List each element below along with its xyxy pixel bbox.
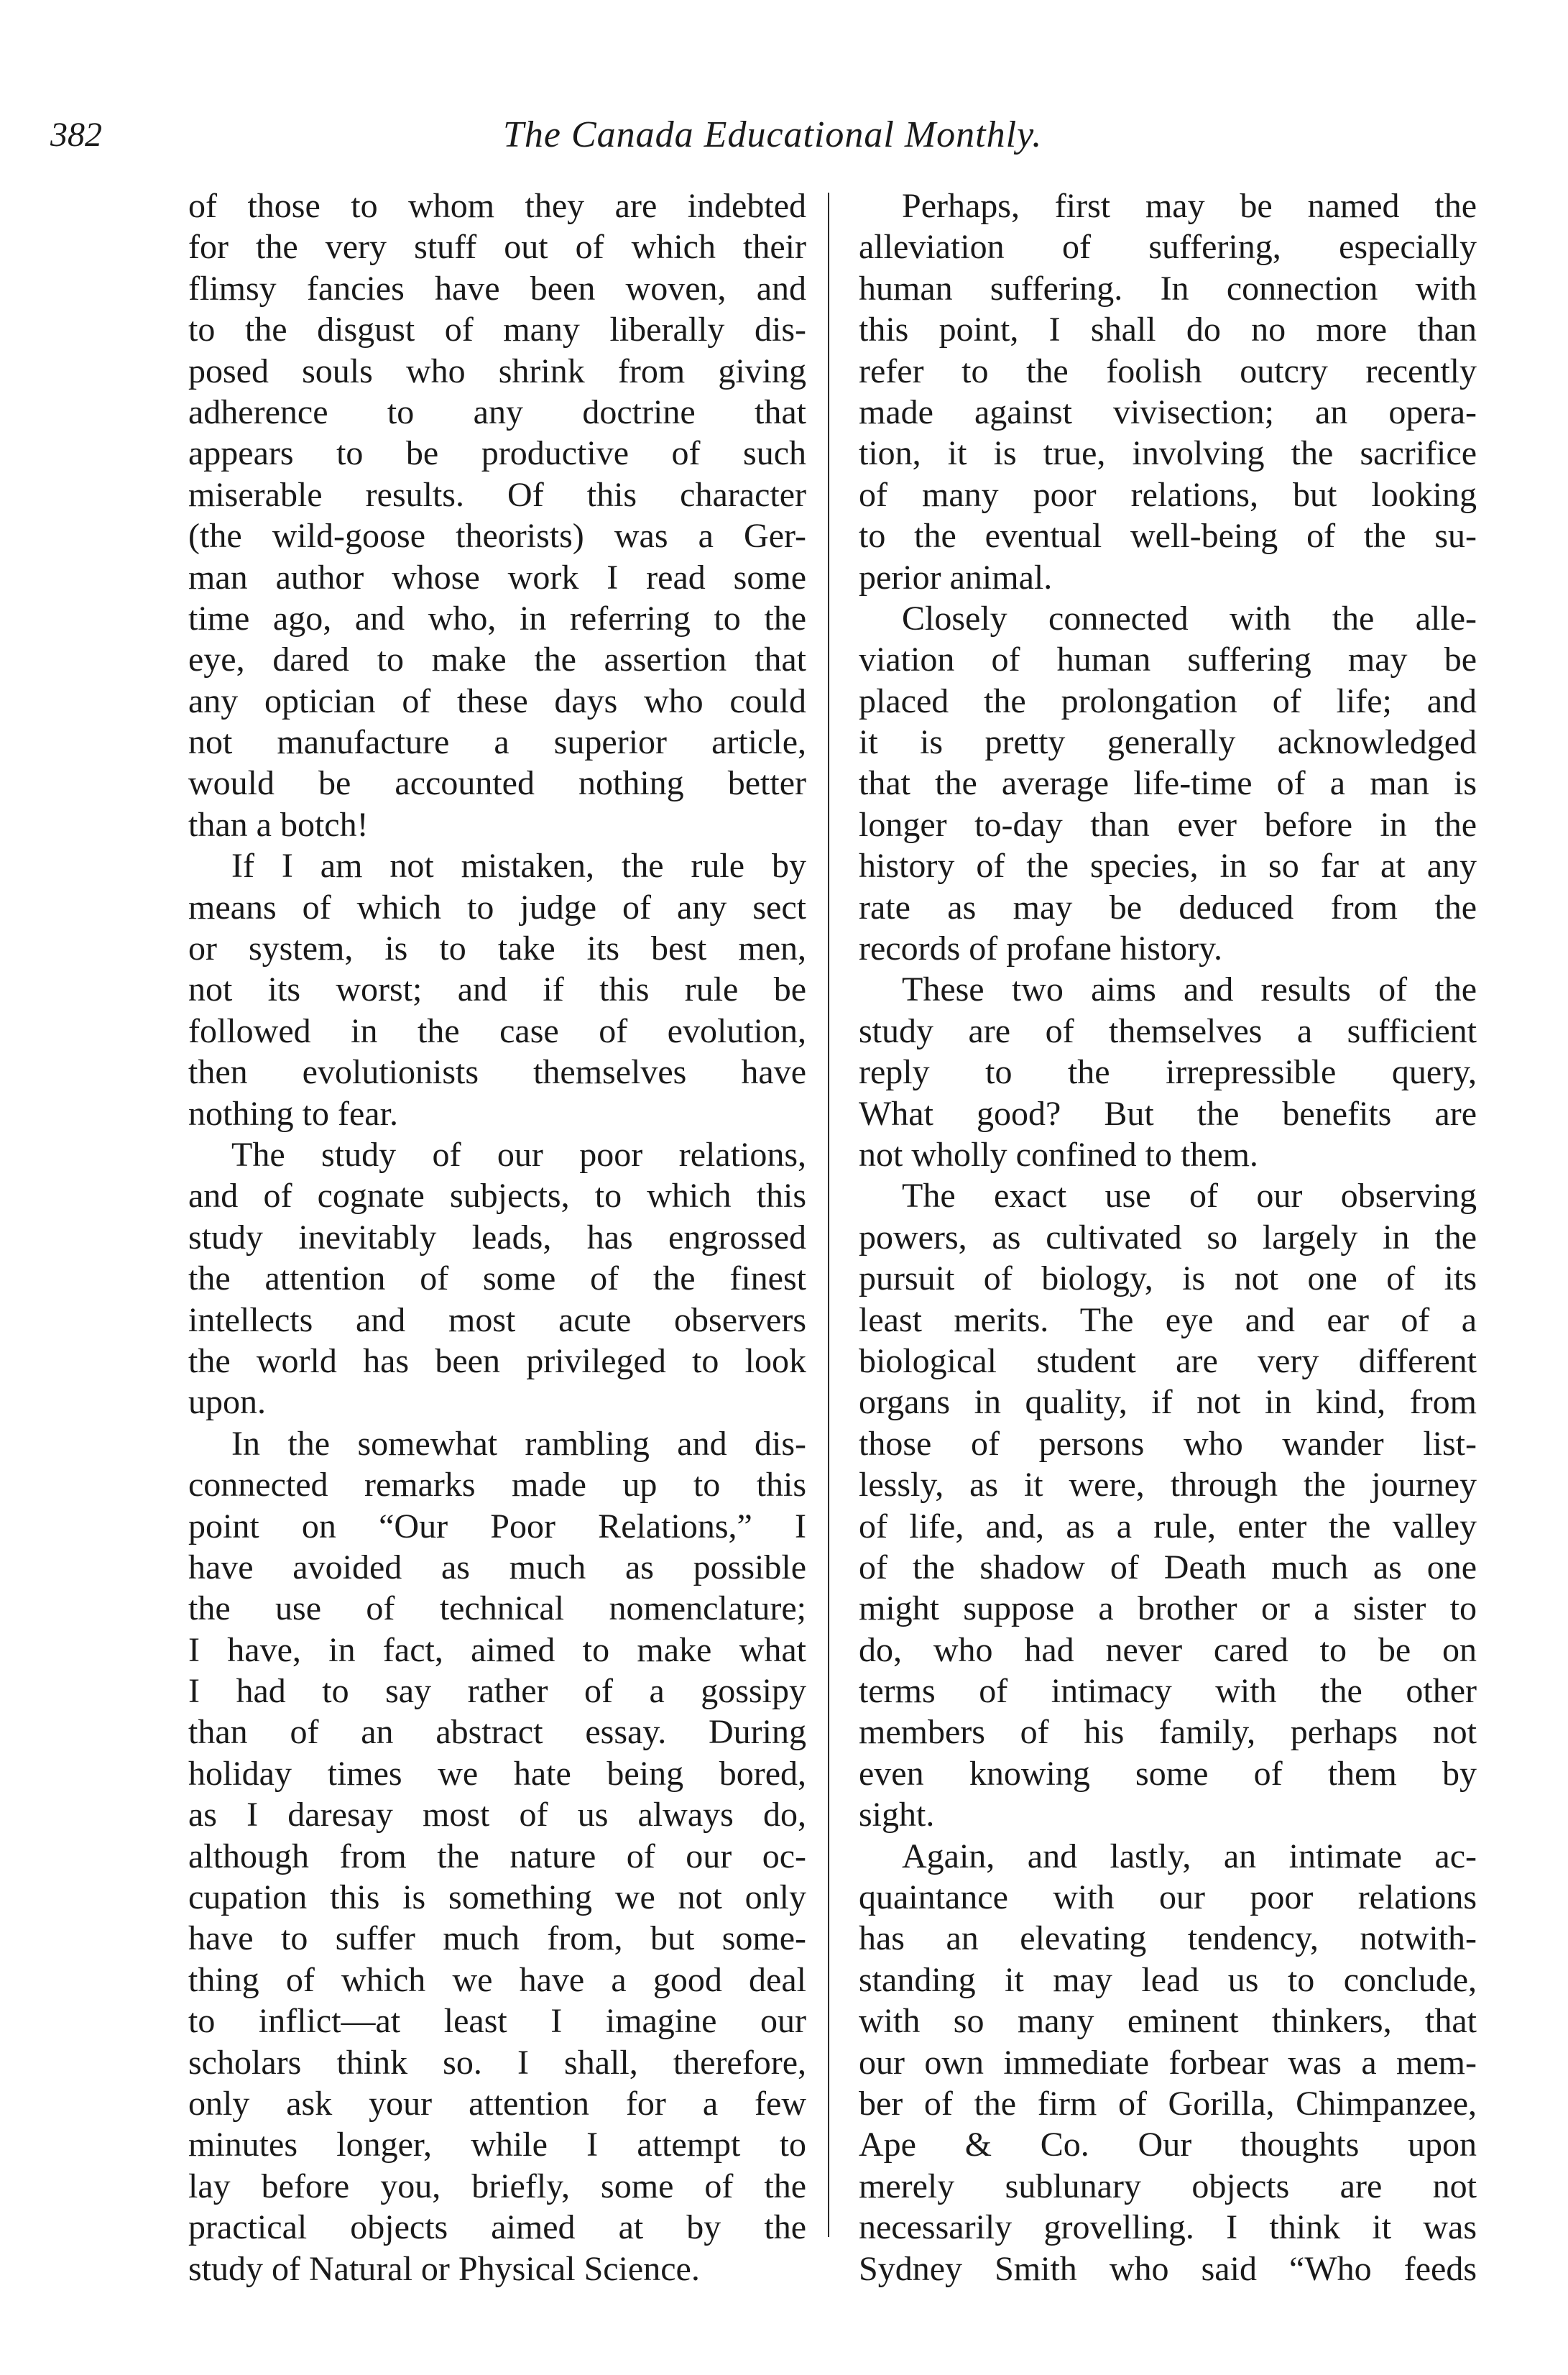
text-line: lay before you, briefly, some of the: [188, 2167, 806, 2205]
text-line: of the shadow of Death much as one: [859, 1548, 1477, 1586]
text-line: reply to the irrepressible query,: [859, 1053, 1477, 1092]
text-line: tion, it is true, involving the sacrifice: [859, 434, 1477, 473]
text-line: means of which to judge of any sect: [188, 888, 806, 927]
text-line: What good? But the benefits are: [859, 1094, 1477, 1133]
text-line: would be accounted nothing better: [188, 764, 806, 803]
text-line: biological student are very different: [859, 1341, 1477, 1380]
text-line: sight.: [859, 1796, 935, 1834]
text-line: rate as may be deduced from the: [859, 888, 1477, 927]
text-line: placed the prolongation of life; and: [859, 681, 1477, 720]
text-line: adherence to any doctrine that: [188, 392, 806, 431]
text-line: nothing to fear.: [188, 1094, 398, 1133]
text-line: eye, dared to make the assertion that: [188, 640, 806, 679]
text-line: upon.: [188, 1383, 266, 1422]
text-line: organs in quality, if not in kind, from: [859, 1383, 1477, 1422]
text-line: with so many eminent thinkers, that: [859, 2002, 1477, 2041]
text-line: made against vivisection; an opera-: [859, 392, 1477, 431]
text-line: history of the species, in so far at any: [859, 847, 1477, 886]
text-line: to the eventual well-being of the su-: [859, 517, 1477, 556]
text-line: the world has been privileged to look: [188, 1341, 806, 1380]
text-line: appears to be productive of such: [188, 434, 806, 473]
text-line: time ago, and who, in referring to the: [188, 599, 806, 638]
text-line: the use of technical nomenclature;: [188, 1589, 806, 1628]
running-title: The Canada Educational Monthly.: [503, 114, 1043, 155]
text-line: of those to whom they are indebted: [188, 187, 806, 225]
text-line: those of persons who wander list-: [859, 1424, 1477, 1463]
text-line: least merits. The eye and ear of a: [859, 1300, 1477, 1339]
text-line: study inevitably leads, has engrossed: [188, 1218, 806, 1257]
text-line: records of profane history.: [859, 929, 1223, 968]
text-line: Closely connected with the alle-: [902, 599, 1477, 638]
text-line: lessly, as it were, through the journey: [859, 1466, 1477, 1505]
text-line: not manufacture a superior article,: [188, 723, 806, 762]
text-line: longer to-day than ever before in the: [859, 805, 1477, 844]
text-line: then evolutionists themselves have: [188, 1053, 806, 1092]
text-line: or system, is to take its best men,: [188, 929, 806, 968]
text-line: terms of intimacy with the other: [859, 1672, 1477, 1711]
column-divider: [828, 193, 829, 2237]
text-line: refer to the foolish outcry recently: [859, 352, 1477, 390]
text-line: have to suffer much from, but some-: [188, 1919, 806, 1958]
text-line: followed in the case of evolution,: [188, 1011, 806, 1050]
text-line: than a botch!: [188, 805, 369, 844]
text-line: to inflict—at least I imagine our: [188, 2002, 806, 2041]
text-line: necessarily grovelling. I think it was: [859, 2208, 1477, 2247]
text-line: thing of which we have a good deal: [188, 1960, 806, 1999]
text-line: quaintance with our poor relations: [859, 1878, 1477, 1917]
text-line: although from the nature of our oc-: [188, 1837, 806, 1875]
text-line: study are of themselves a sufficient: [859, 1011, 1477, 1050]
text-line: any optician of these days who could: [188, 681, 806, 720]
text-line: viation of human suffering may be: [859, 640, 1477, 679]
text-line: Again, and lastly, an intimate ac-: [902, 1837, 1477, 1875]
text-line: cupation this is something we not only: [188, 1878, 806, 1917]
text-line: Sydney Smith who said “Who feeds: [859, 2249, 1477, 2288]
text-line: not wholly confined to them.: [859, 1135, 1258, 1174]
text-line: If I am not mistaken, the rule by: [231, 847, 806, 886]
text-line: for the very stuff out of which their: [188, 228, 806, 267]
text-line: The exact use of our observing: [902, 1177, 1477, 1216]
text-line: holiday times we hate being bored,: [188, 1754, 806, 1793]
text-line: connected remarks made up to this: [188, 1466, 806, 1505]
page-number: 382: [50, 116, 102, 154]
text-line: (the wild-goose theorists) was a Ger-: [188, 517, 806, 556]
text-line: even knowing some of them by: [859, 1754, 1477, 1793]
text-line: perior animal.: [859, 558, 1053, 597]
right-column: [859, 185, 1477, 2289]
text-line: scholars think so. I shall, therefore,: [188, 2043, 806, 2082]
text-line: intellects and most acute observers: [188, 1300, 806, 1339]
text-line: Ape & Co. Our thoughts upon: [859, 2126, 1477, 2164]
text-line: members of his family, perhaps not: [859, 1713, 1477, 1752]
text-line: the attention of some of the finest: [188, 1259, 806, 1298]
text-line: to the disgust of many liberally dis-: [188, 311, 806, 349]
text-line: than of an abstract essay. During: [188, 1713, 806, 1752]
text-line: alleviation of suffering, especially: [859, 228, 1477, 267]
text-line: powers, as cultivated so largely in the: [859, 1218, 1477, 1257]
text-line: only ask your attention for a few: [188, 2084, 806, 2123]
text-line: posed souls who shrink from giving: [188, 352, 806, 390]
text-line: Perhaps, first may be named the: [902, 187, 1477, 225]
text-line: merely sublunary objects are not: [859, 2167, 1477, 2205]
text-line: as I daresay most of us always do,: [188, 1796, 806, 1834]
text-line: of life, and, as a rule, enter the valley: [859, 1507, 1477, 1545]
text-line: miserable results. Of this character: [188, 475, 806, 514]
text-line: man author whose work I read some: [188, 558, 806, 597]
text-line: The study of our poor relations,: [231, 1135, 806, 1174]
text-line: I have, in fact, aimed to make what: [188, 1630, 806, 1669]
text-line: our own immediate forbear was a mem-: [859, 2043, 1477, 2082]
text-line: of many poor relations, but looking: [859, 475, 1477, 514]
text-line: These two aims and results of the: [902, 970, 1477, 1009]
text-line: has an elevating tendency, notwith-: [859, 1919, 1477, 1958]
text-line: and of cognate subjects, to which this: [188, 1177, 806, 1216]
text-line: ber of the firm of Gorilla, Chimpanzee,: [859, 2084, 1477, 2123]
text-line: might suppose a brother or a sister to: [859, 1589, 1477, 1628]
text-line: this point, I shall do no more than: [859, 311, 1477, 349]
text-line: study of Natural or Physical Science.: [188, 2249, 700, 2288]
text-line: pursuit of biology, is not one of its: [859, 1259, 1477, 1298]
text-line: have avoided as much as possible: [188, 1548, 806, 1586]
text-line: standing it may lead us to conclude,: [859, 1960, 1477, 1999]
text-line: not its worst; and if this rule be: [188, 970, 806, 1009]
text-line: point on “Our Poor Relations,” I: [188, 1507, 806, 1545]
text-line: In the somewhat rambling and dis-: [231, 1424, 806, 1463]
text-line: that the average life-time of a man is: [859, 764, 1477, 803]
text-line: I had to say rather of a gossipy: [188, 1672, 806, 1711]
text-line: minutes longer, while I attempt to: [188, 2126, 806, 2164]
text-line: do, who had never cared to be on: [859, 1630, 1477, 1669]
text-line: flimsy fancies have been woven, and: [188, 269, 806, 308]
text-line: it is pretty generally acknowledged: [859, 723, 1477, 762]
left-column: [188, 185, 806, 2289]
text-line: human suffering. In connection with: [859, 269, 1477, 308]
text-line: practical objects aimed at by the: [188, 2208, 806, 2247]
